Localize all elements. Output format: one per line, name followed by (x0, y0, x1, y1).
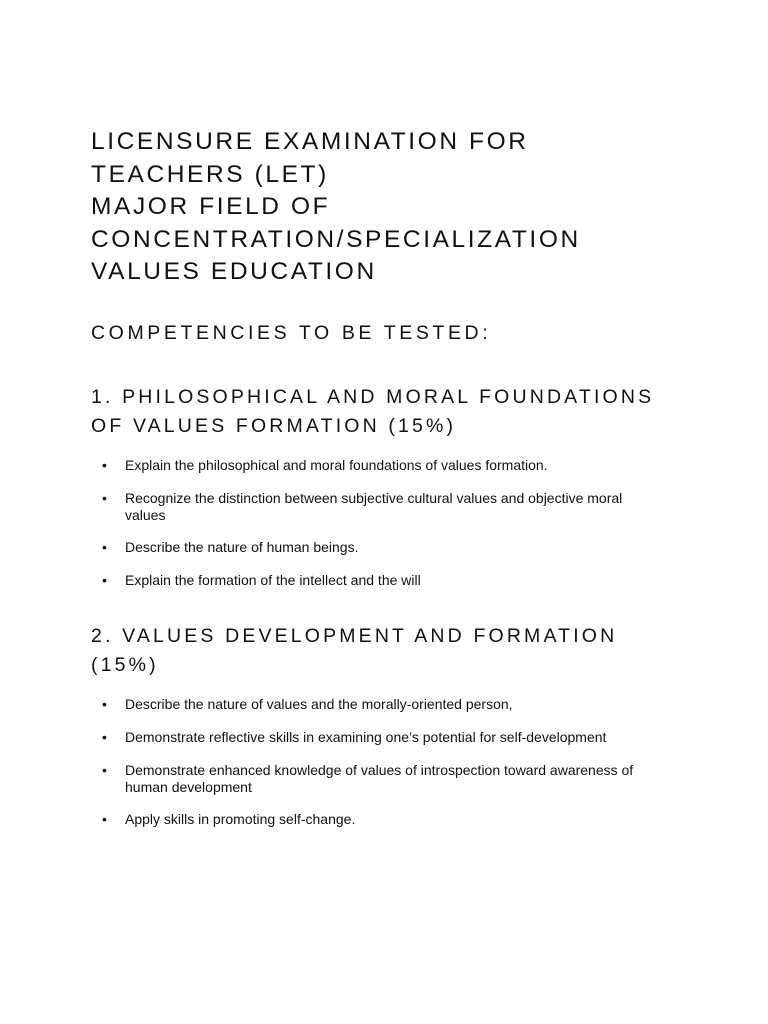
title-line: TEACHERS (LET) (91, 160, 329, 188)
list-item-text (125, 539, 651, 556)
list-item (91, 572, 651, 589)
section-values-development (91, 622, 751, 827)
list-item-text (125, 762, 651, 796)
list-item-line: values (125, 507, 166, 523)
bullet-icon: • (102, 539, 107, 555)
section-philosophical-foundations (91, 383, 751, 588)
list-item (91, 490, 651, 524)
list-item-line: Explain the philosophical and moral foundations of values formation. (125, 457, 548, 473)
list-item-text (125, 572, 651, 589)
list-item (91, 696, 651, 713)
list-item-line: Recognize the distinction between subjective cultural values and objective moral (125, 490, 623, 506)
bullet-icon: • (102, 572, 107, 588)
competencies-heading: COMPETENCIES TO BE TESTED: (91, 322, 492, 344)
section-heading (91, 622, 751, 679)
list-item (91, 539, 651, 556)
title-line: CONCENTRATION/SPECIALIZATION (91, 225, 581, 253)
section-heading-line: OF VALUES FORMATION (15%) (91, 414, 457, 437)
bullet-icon: • (102, 811, 107, 827)
list-item-line: Explain the formation of the intellect and the will (125, 572, 421, 588)
bullet-icon: • (102, 729, 107, 745)
section-heading-line: (15%) (91, 653, 159, 676)
list-item-text (125, 729, 651, 746)
section-heading (91, 383, 751, 440)
list-item-line: human development (125, 779, 252, 795)
bullet-icon: • (102, 490, 107, 506)
bullet-icon: • (102, 696, 107, 712)
list-item-line: Demonstrate reflective skills in examining one’s potential for self-development (125, 729, 607, 745)
bullet-icon: • (102, 457, 107, 473)
list-item-text (125, 696, 651, 713)
list-item-line: Demonstrate enhanced knowledge of values of introspection toward awareness of (125, 762, 634, 778)
bullet-icon: • (102, 762, 107, 778)
list-item-line: Describe the nature of human beings. (125, 539, 359, 555)
section-heading-line: 1. PHILOSOPHICAL AND MORAL FOUNDATIONS (91, 386, 655, 408)
list-item-text (125, 811, 651, 828)
list-item (91, 811, 651, 828)
title-line: VALUES EDUCATION (91, 258, 377, 285)
list-item (91, 457, 651, 474)
title-line: LICENSURE EXAMINATION FOR (91, 128, 529, 155)
section-heading-line: 2. VALUES DEVELOPMENT AND FORMATION (91, 625, 618, 647)
list-item-text (125, 490, 651, 524)
list-item-line: Describe the nature of values and the morally-oriented person, (125, 696, 513, 712)
title-line: MAJOR FIELD OF (91, 193, 331, 220)
list-item (91, 762, 651, 796)
list-item-line: Apply skills in promoting self-change. (125, 811, 356, 827)
list-item (91, 729, 651, 746)
list-item-text (125, 457, 651, 474)
document-title (91, 126, 751, 289)
